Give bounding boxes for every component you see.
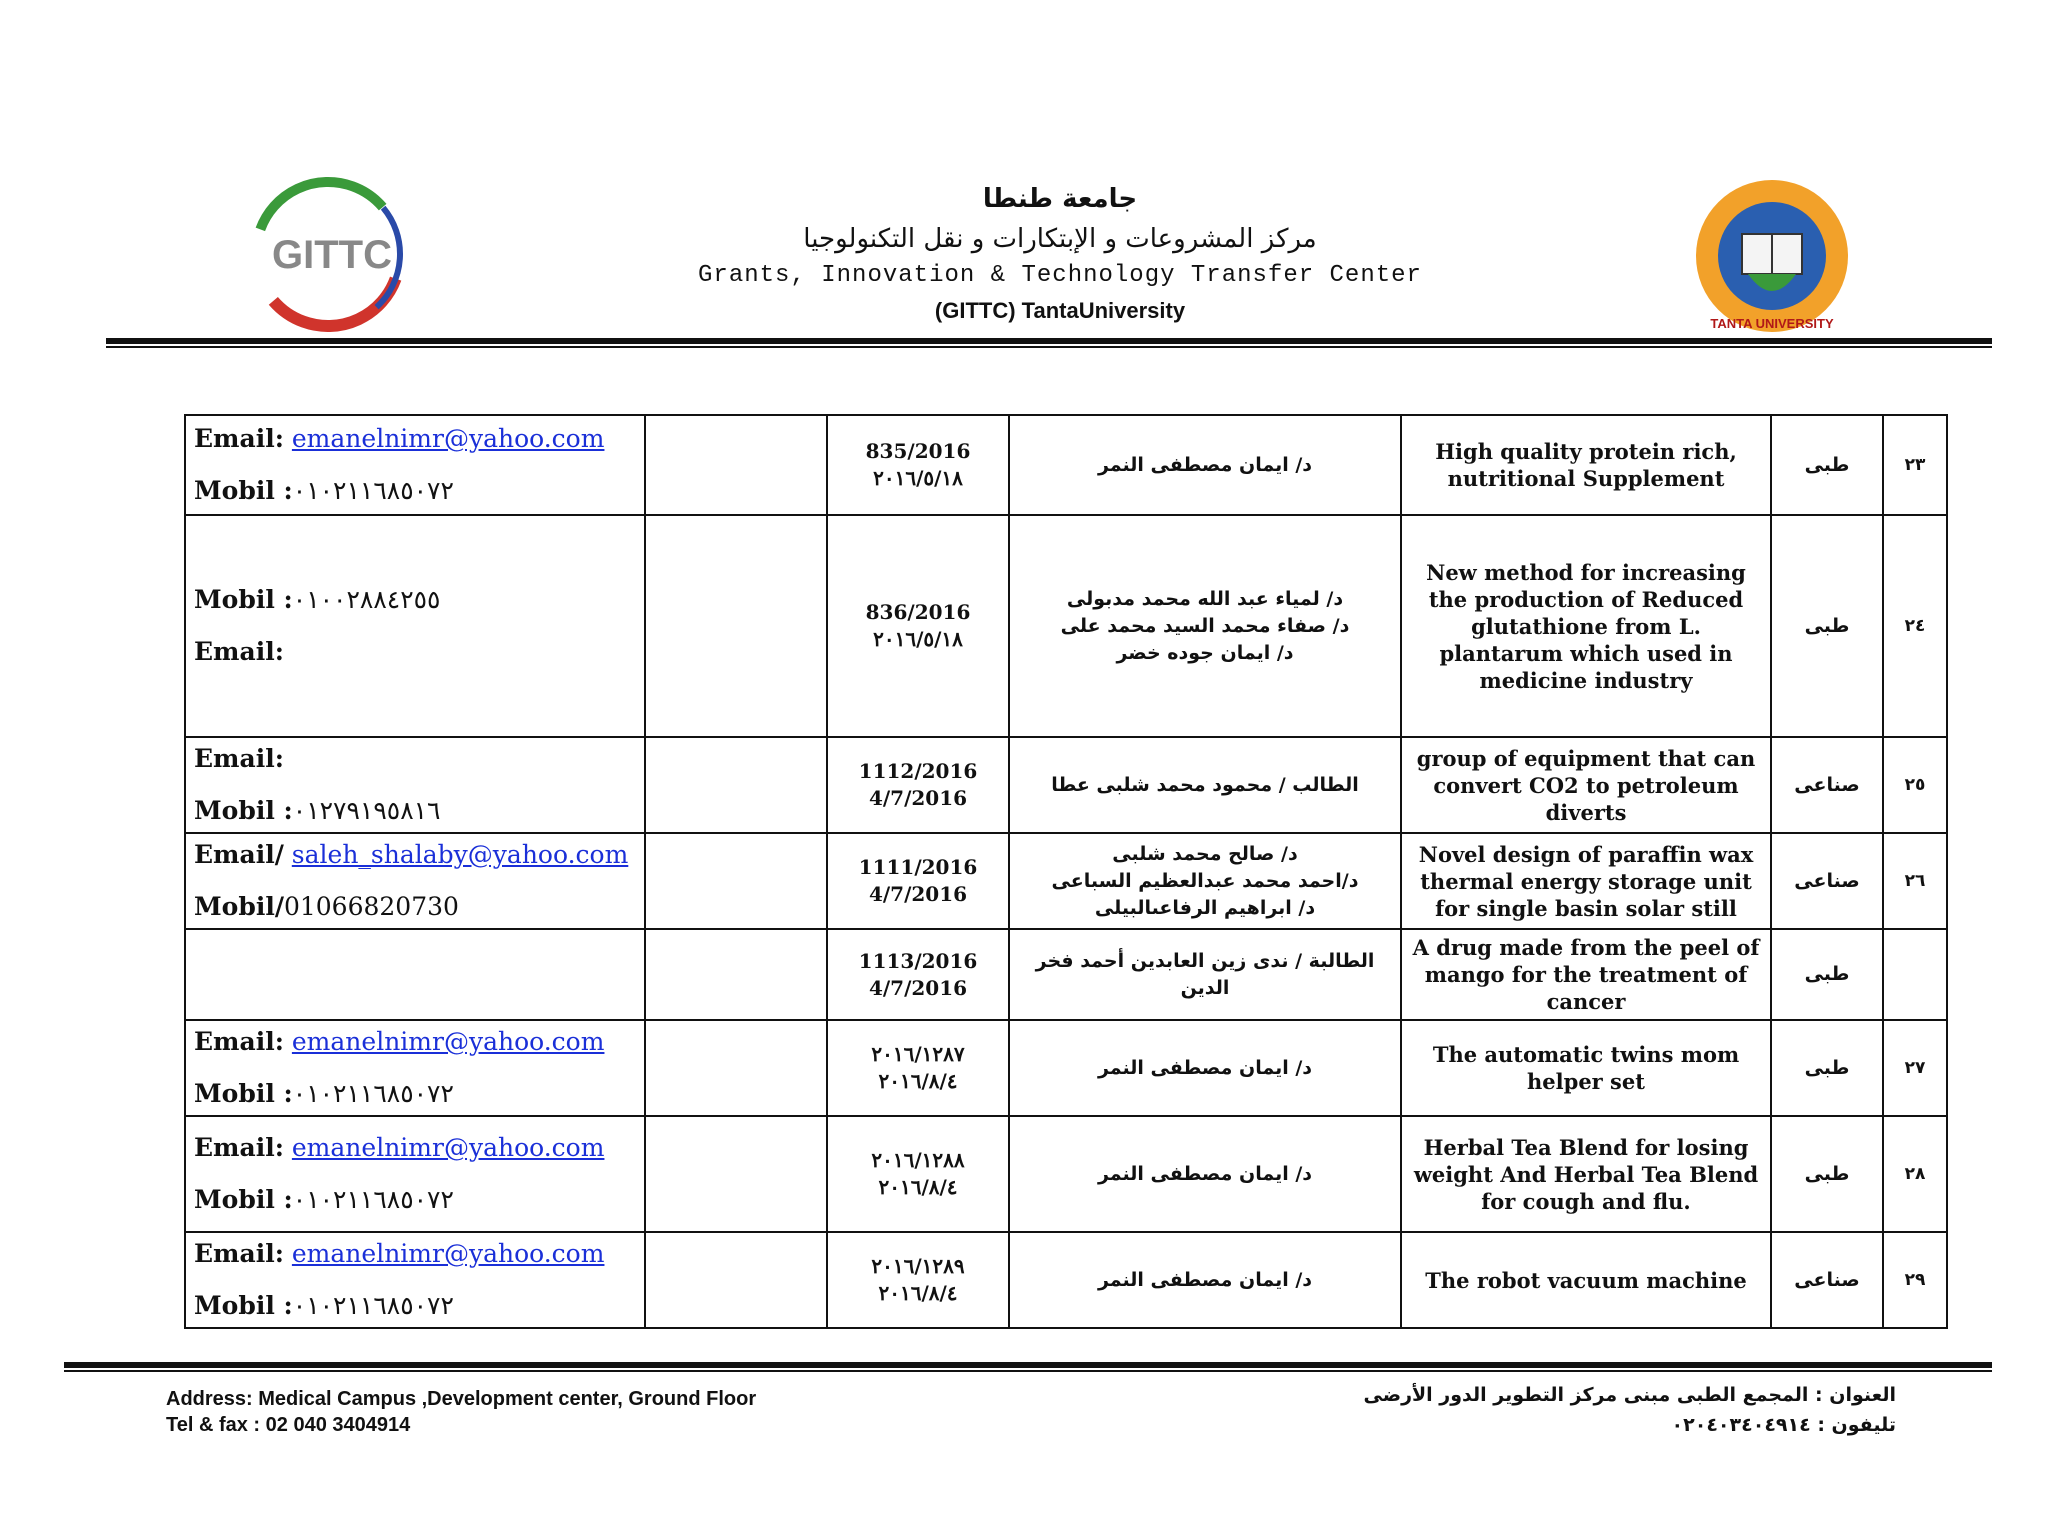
serial-number-cell [1883,1116,1947,1232]
mobile-label: Mobil : [194,796,293,825]
table-row [185,737,1947,833]
mobile-number: ٠١٠٢١١٦٨٥٠٧٢ [292,1079,454,1108]
serial-number-cell [1883,1232,1947,1328]
tanta-university-logo [1688,176,1856,336]
footer-divider-thin [64,1370,1992,1372]
invention-title-cell [1401,515,1771,737]
contact-cell [185,833,645,929]
mobile-number: ٠١٢٧٩١٩٥٨١٦ [292,796,441,825]
table-row [185,929,1947,1020]
inventor-name: د/ ايمان مصطفى النمر [1097,453,1313,476]
field-type: صناعى [1794,1268,1860,1291]
field-cell [1771,1232,1883,1328]
reference-date-cell [827,515,1009,737]
field-cell [1771,833,1883,929]
blank-cell [645,515,827,737]
field-type: طبى [1804,453,1850,476]
filing-date: ٢٠١٦/٥/١٨ [873,627,963,651]
serial-number-cell [1883,737,1947,833]
field-cell [1771,929,1883,1020]
tanta-logo-text: TANTA UNIVERSITY [1710,316,1834,331]
reference-date-cell [827,1116,1009,1232]
email-line [194,744,636,774]
contact-cell [185,1116,645,1232]
inventors-cell [1009,833,1401,929]
contact-cell [185,929,645,1020]
mobile-number: 01066820730 [283,892,459,921]
mobile-number: ٠١٠٢١١٦٨٥٠٧٢ [292,1185,454,1214]
serial-number: ٢٣ [1904,454,1926,475]
field-cell [1771,1116,1883,1232]
email-line [194,840,636,870]
mobile-label: Mobil : [194,476,293,505]
reference-date-cell [827,1232,1009,1328]
footer-phone-arabic: تليفون : ٠٢٠٤٠٣٤٠٤٩١٤ [1671,1414,1896,1436]
table-row [185,1020,1947,1116]
filing-date: 4/7/2016 [868,786,968,810]
reference-date-cell [827,929,1009,1020]
contact-cell [185,1020,645,1116]
inventors-cell [1009,515,1401,737]
reference-date-cell [827,415,1009,515]
inventors-cell [1009,1116,1401,1232]
table-row [185,515,1947,737]
invention-title: A drug made from the peel of mango for the treatment of cancer [1412,935,1760,1014]
field-type: طبى [1804,1162,1850,1185]
filing-date: 4/7/2016 [868,975,968,1000]
mobile-line [194,585,636,615]
table-row [185,1232,1947,1328]
mobile-label: Mobil/ [194,892,284,921]
inventor-name: د/احمد محمد عبدالعظيم السباعى [1051,869,1359,892]
blank-cell [645,1116,827,1232]
invention-title-cell [1401,1020,1771,1116]
mobile-line [194,796,636,826]
inventor-name: د/ ايمان مصطفى النمر [1097,1162,1313,1185]
serial-number: ٢٥ [1904,774,1926,795]
invention-title-cell [1401,1232,1771,1328]
serial-number-cell [1883,1020,1947,1116]
filing-date: 4/7/2016 [868,882,968,906]
inventor-name: الطالبة / ندى زين العابدين أحمد فخر الدين [1035,949,1375,999]
footer-address-english: Address: Medical Campus ,Development center, Ground Floor [166,1388,757,1410]
field-type: طبى [1804,1056,1850,1079]
table-row [185,415,1947,515]
invention-title: Novel design of paraffin wax thermal energy storage unit for single basin solar still [1418,841,1754,921]
mobile-number: ٠١٠٢١١٦٨٥٠٧٢ [292,476,454,505]
field-type: طبى [1804,963,1850,985]
reference-number: 1113/2016 [858,948,978,973]
invention-title-cell [1401,929,1771,1020]
center-name-english: Grants, Innovation & Technology Transfer Center [698,262,1422,289]
reference-date-cell [827,1020,1009,1116]
invention-title: The automatic twins mom helper set [1432,1042,1740,1094]
reference-number: ٢٠١٦/١٢٨٧ [871,1042,965,1066]
inventor-name: د/ صفاء محمد السيد محمد على [1060,614,1350,637]
inventor-name: د/ ايمان مصطفى النمر [1097,1056,1313,1079]
email-label: Email: [194,1133,284,1162]
field-cell [1771,415,1883,515]
inventors-cell [1009,737,1401,833]
invention-title-cell [1401,737,1771,833]
invention-title: The robot vacuum machine [1425,1267,1747,1293]
table-row [185,1116,1947,1232]
reference-number: 1112/2016 [858,759,978,783]
serial-number: ٢٦ [1904,870,1926,891]
email-label: Email: [194,424,284,453]
contact-cell [185,1232,645,1328]
invention-title: New method for increasing the production of Reduced glutathione from L. plantarum which used in medicine industry [1426,559,1746,693]
invention-title: Herbal Tea Blend for losing weight And Herbal Tea Blend for cough and flu. [1413,1134,1759,1214]
footer-phone-english: Tel & fax : 02 040 3404914 [166,1414,411,1436]
inventors-cell [1009,929,1401,1020]
serial-number: ٢٩ [1904,1269,1926,1290]
reference-number: 836/2016 [865,600,971,624]
filing-date: ٢٠١٦/٨/٤ [878,1281,958,1305]
email-label: Email/ [194,840,284,869]
mobile-label: Mobil : [194,1291,293,1320]
reference-number: ٢٠١٦/١٢٨٨ [871,1148,965,1172]
email-line [194,1133,636,1163]
invention-title-cell [1401,1116,1771,1232]
serial-number-cell [1883,833,1947,929]
field-type: صناعى [1794,869,1860,892]
serial-number: ٢٤ [1904,615,1926,636]
footer-address-arabic: العنوان : المجمع الطبى مبنى مركز التطوير الدور الأرضى [1363,1384,1896,1406]
mobile-line [194,1185,636,1215]
inventors-cell [1009,1020,1401,1116]
invention-title-cell [1401,415,1771,515]
email-link[interactable]: emanelnimr@yahoo.com [291,1027,605,1056]
center-abbreviation: (GITTC) TantaUniversity [934,298,1186,323]
serial-number-cell [1883,929,1947,1020]
email-line [194,1027,636,1057]
contact-cell [185,737,645,833]
invention-title: High quality protein rich, nutritional Supplement [1435,439,1737,491]
inventor-name: د/ ابراهيم الرفاعىالبيلى [1094,896,1316,919]
inventor-name: د/ ايمان مصطفى النمر [1097,1268,1313,1291]
reference-number: 1111/2016 [858,855,978,879]
footer-divider [64,1362,1992,1368]
header-divider-thin [106,346,1992,348]
email-link[interactable]: emanelnimr@yahoo.com [291,1133,605,1162]
mobile-line [194,892,636,922]
inventor-name: د/ ايمان جوده خضر [1116,641,1294,664]
email-label: Email: [194,1027,284,1056]
center-name-arabic: مركز المشروعات و الإبتكارات و نقل التكنولوجيا [803,224,1317,254]
reference-number: ٢٠١٦/١٢٨٩ [871,1254,965,1278]
email-label: Email: [194,1239,284,1268]
field-type: طبى [1804,614,1850,637]
email-label: Email: [194,744,284,773]
mobile-number: ٠١٠٠٢٨٨٤٢٥٥ [292,585,441,614]
mobile-line [194,1079,636,1109]
serial-number: ٢٨ [1904,1163,1926,1184]
university-name: جامعة طنطا [982,184,1138,214]
email-label: Email: [194,637,284,666]
email-link[interactable]: emanelnimr@yahoo.com [291,1239,605,1268]
contact-cell [185,415,645,515]
blank-cell [645,415,827,515]
mobile-label: Mobil : [194,585,293,614]
reference-date-cell [827,737,1009,833]
inventors-cell [1009,415,1401,515]
invention-title-cell [1401,833,1771,929]
inventions-table [184,414,1948,1329]
email-link[interactable]: emanelnimr@yahoo.com [291,424,605,453]
blank-cell [645,929,827,1020]
mobile-number: ٠١٠٢١١٦٨٥٠٧٢ [292,1291,454,1320]
mobile-label: Mobil : [194,1185,293,1214]
email-line [194,1239,636,1269]
field-cell [1771,737,1883,833]
gittc-logo [244,172,420,332]
serial-number-cell [1883,515,1947,737]
mobile-label: Mobil : [194,1079,293,1108]
blank-cell [645,833,827,929]
field-cell [1771,1020,1883,1116]
filing-date: ٢٠١٦/٥/١٨ [873,466,963,490]
inventor-name: د/ لمياء عبد الله محمد مدبولى [1066,587,1344,610]
mobile-line [194,476,636,506]
email-line [194,424,636,454]
serial-number: ٢٧ [1904,1057,1926,1078]
reference-date-cell [827,833,1009,929]
table-row [185,833,1947,929]
filing-date: ٢٠١٦/٨/٤ [878,1175,958,1199]
field-cell [1771,515,1883,737]
inventors-cell [1009,1232,1401,1328]
field-type: صناعى [1794,773,1860,796]
blank-cell [645,1232,827,1328]
email-link[interactable]: saleh_shalaby@yahoo.com [291,840,629,869]
contact-cell [185,515,645,737]
email-line [194,637,636,667]
blank-cell [645,737,827,833]
blank-cell [645,1020,827,1116]
reference-number: 835/2016 [865,439,971,463]
mobile-line [194,1291,636,1321]
gittc-logo-text: GITTC [272,233,392,277]
invention-title: group of equipment that can convert CO2 to petroleum diverts [1416,745,1756,825]
header-divider [106,338,1992,344]
serial-number-cell [1883,415,1947,515]
inventor-name: د/ صالح محمد شلبى [1112,842,1298,865]
inventor-name: الطالب / محمود محمد شلبى عطا [1051,773,1359,796]
filing-date: ٢٠١٦/٨/٤ [878,1069,958,1093]
